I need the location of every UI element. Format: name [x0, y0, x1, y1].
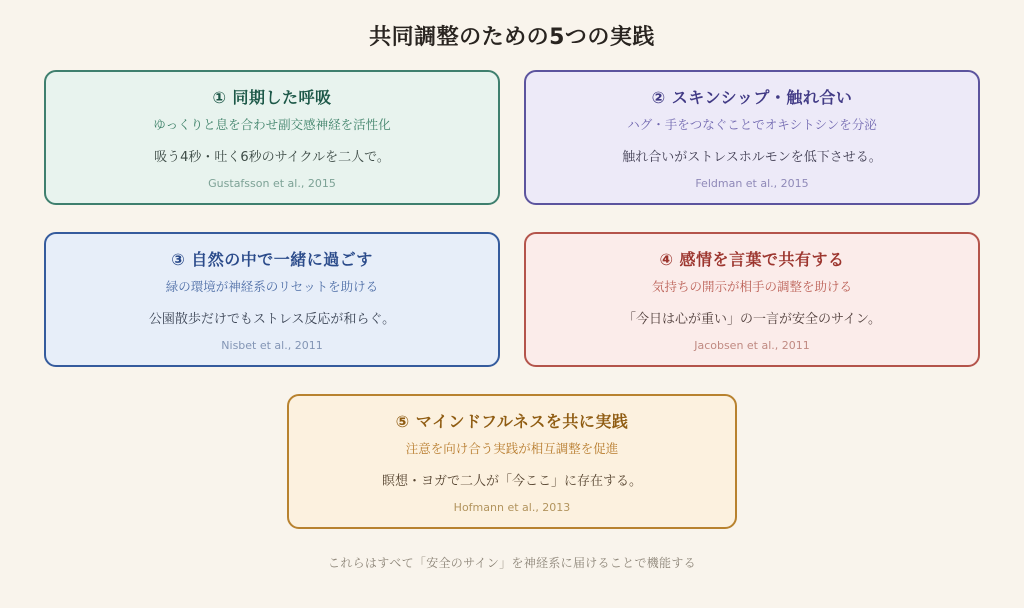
cards-row-3 [287, 394, 737, 529]
card-title: ② スキンシップ・触れ合い [651, 88, 853, 107]
card-title: ③ 自然の中で一緒に過ごす [171, 250, 373, 269]
practice-card-synchronized-breathing [44, 70, 500, 205]
page-title: 共同調整のための5つの実践 [369, 25, 655, 50]
card-subtitle: 緑の環境が神経系のリセットを助ける [165, 279, 379, 294]
card-subtitle: ハグ・手をつなぐことでオキシトシンを分泌 [627, 117, 877, 132]
card-body: 「今日は心が重い」の一言が安全のサイン。 [622, 312, 882, 327]
cards-row-1 [44, 70, 980, 205]
card-citation: Hofmann et al., 2013 [453, 501, 571, 514]
footer-note: これらはすべて「安全のサイン」を神経系に届けることで機能する [328, 556, 696, 570]
card-citation: Nisbet et al., 2011 [221, 339, 323, 352]
card-title: ⑤ マインドフルネスを共に実践 [395, 412, 629, 431]
cards-row-2 [44, 232, 980, 367]
card-title: ④ 感情を言葉で共有する [659, 250, 845, 269]
card-title: ① 同期した呼吸 [212, 88, 332, 107]
practice-card-time-in-nature [44, 232, 500, 367]
card-subtitle: ゆっくりと息を合わせ副交感神経を活性化 [153, 117, 391, 132]
practice-card-sharing-emotions [524, 232, 980, 367]
practice-card-physical-touch [524, 70, 980, 205]
card-body: 吸う4秒・吐く6秒のサイクルを二人で。 [154, 150, 390, 165]
card-body: 公園散歩だけでもストレス反応が和らぐ。 [148, 312, 396, 327]
cards-area [0, 70, 1024, 529]
card-body: 瞑想・ヨガで二人が「今ここ」に存在する。 [381, 474, 642, 489]
card-citation: Gustafsson et al., 2015 [208, 177, 336, 190]
card-subtitle: 気持ちの開示が相手の調整を助ける [651, 279, 852, 294]
card-citation: Feldman et al., 2015 [695, 177, 809, 190]
practice-card-mindfulness-together [287, 394, 737, 529]
card-body: 触れ合いがストレスホルモンを低下させる。 [622, 150, 882, 165]
card-subtitle: 注意を向け合う実践が相互調整を促進 [405, 441, 619, 456]
card-citation: Jacobsen et al., 2011 [694, 339, 810, 352]
